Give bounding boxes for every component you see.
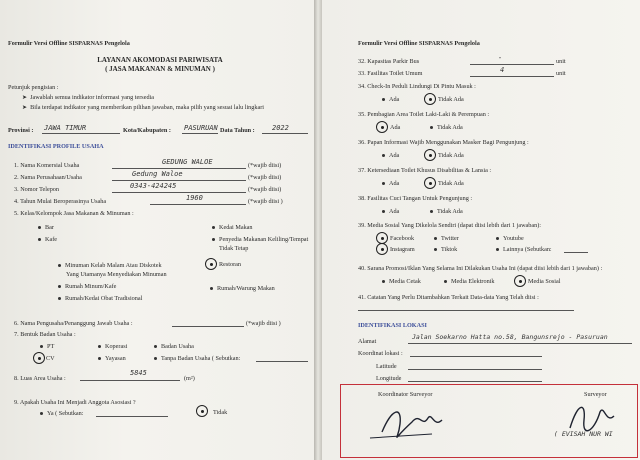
q3-label: 3. Nomor Telepon bbox=[14, 186, 59, 193]
q34-label: 34. Check-In Peduli Lindungi Di Pintu Masuk : bbox=[358, 83, 476, 90]
q4-required: (*wajib diisi ) bbox=[248, 198, 283, 205]
opt-media-cetak[interactable]: Media Cetak bbox=[382, 278, 421, 285]
q32-label: 32. Kapasitas Parkir Bus bbox=[358, 58, 420, 65]
opt-media-sosial[interactable]: Media Sosial bbox=[528, 278, 561, 285]
surveyor-name: ( EVISAH NUR WI bbox=[554, 430, 613, 438]
q33-unit: unit bbox=[556, 70, 566, 77]
opt-tanpa-badan[interactable]: Tanpa Badan Usaha ( Sebutkan: bbox=[154, 355, 240, 362]
opt-koperasi[interactable]: Koperasi bbox=[98, 343, 127, 350]
right-header: Formulir Versi Offline SISPARNAS Pengelola bbox=[358, 40, 480, 47]
form-title: LAYANAN AKOMODASI PARIWISATA bbox=[97, 56, 223, 64]
opt-pt[interactable]: PT bbox=[40, 343, 54, 350]
q39-label: 39. Media Sosial Yang Dikelola Sendiri (dapat diisi lebih dari 1 jawaban): bbox=[358, 222, 542, 229]
tahun-value: 2022 bbox=[272, 124, 289, 132]
section-profile-title: IDENTIFIKASI PROFILE USAHA bbox=[8, 143, 104, 150]
left-header: Formulir Versi Offline SISPARNAS Pengelola bbox=[8, 40, 130, 47]
alamat-value: Jalan Soekarno Hatta no.58, Bangunsrejo - Pasuruan bbox=[412, 333, 608, 341]
q8-unit: (m²) bbox=[184, 375, 195, 382]
q35-label: 35. Pembagian Area Toilet Laki-Laki & Perempuan : bbox=[358, 111, 490, 118]
opt-rumah-minum[interactable]: Rumah Minum/Kafe bbox=[58, 283, 116, 290]
petunjuk-label: Petunjuk pengisian : bbox=[8, 84, 59, 91]
coordinator-surveyor-label: Koordinator Surveyor bbox=[378, 391, 433, 398]
q35-selected-icon bbox=[376, 121, 388, 133]
opt-yayasan[interactable]: Yayasan bbox=[98, 355, 126, 362]
longitude-label: Longitude bbox=[376, 375, 402, 382]
q34-tidak-ada[interactable]: Tidak Ada bbox=[438, 96, 464, 103]
koordinat-label: Koordinat lokasi : bbox=[358, 350, 403, 357]
opt-penyedia-makanan[interactable]: Penyedia Makanan Keliling/Tempat bbox=[212, 236, 308, 243]
latitude-label: Latitude bbox=[376, 363, 397, 370]
q2-value: Gedung Waloe bbox=[132, 170, 183, 178]
opt-facebook[interactable]: Facebook bbox=[390, 235, 415, 242]
q5-label: 5. Kelas/Kelompok Jasa Makanan & Minuman : bbox=[14, 210, 134, 217]
provinsi-label: Provinsi : bbox=[8, 127, 34, 134]
q32-value: - bbox=[498, 54, 503, 62]
book-spine bbox=[314, 0, 322, 460]
q4-value: 1960 bbox=[186, 194, 203, 202]
opt-lainnya[interactable]: Lainnya (Sebutkan: bbox=[496, 246, 552, 253]
instruction-2: ➤ Bila terdapat indikator yang memberikan pilihan jawaban, maka pilih yang sesuai lalu lingkari bbox=[22, 104, 264, 111]
opt-tidak[interactable]: Tidak bbox=[213, 409, 228, 416]
q1-label: 1. Nama Komersial Usaha bbox=[14, 162, 80, 169]
q37-tidak-ada[interactable]: Tidak Ada bbox=[438, 180, 464, 187]
opt-rumah-kedai[interactable]: Rumah/Kedai Obat Tradisional bbox=[58, 295, 142, 302]
opt-cv[interactable]: CV bbox=[46, 355, 55, 362]
instruction-1: ➤ Jawablah semua indikator informasi yang tersedia bbox=[22, 94, 155, 101]
q39-instagram-selected-icon bbox=[376, 243, 388, 255]
q38-tidak-ada[interactable]: Tidak Ada bbox=[430, 208, 463, 215]
q6-label: 6. Nama Pengusaha/Penanggung Jawab Usaha : bbox=[14, 320, 133, 327]
provinsi-value: JAWA TIMUR bbox=[44, 124, 87, 132]
q37-ada[interactable]: Ada bbox=[382, 180, 399, 187]
q2-label: 2. Nama Perusahaan/Usaha bbox=[14, 174, 82, 181]
q36-label: 36. Papan Informasi Wajib Menggunakan Masker Bagi Pengunjung : bbox=[358, 139, 529, 146]
alamat-label: Alamat bbox=[358, 338, 377, 345]
selected-tidak-icon bbox=[196, 405, 208, 417]
kota-label: Kota/Kabupaten : bbox=[123, 127, 171, 134]
q4-label: 4. Tahun Mulai Beroperasinya Usaha bbox=[14, 198, 107, 205]
q7-label: 7. Bentuk Badan Usaha : bbox=[14, 331, 76, 338]
q2-required: (*wajib diisi) bbox=[248, 174, 282, 181]
q34-selected-icon bbox=[424, 93, 436, 105]
q3-required: (*wajib diisi) bbox=[248, 186, 282, 193]
q37-label: 37. Ketersediaan Toilet Khusus Disabilitas & Lansia : bbox=[358, 167, 492, 174]
opt-media-elektronik[interactable]: Media Elektronik bbox=[444, 278, 494, 285]
opt-kafe[interactable]: Kafe bbox=[38, 236, 57, 243]
opt-minuman-kelab[interactable]: Minuman Kelab Malam Atau Diskotek bbox=[58, 262, 162, 269]
opt-tiktok[interactable]: Tiktok bbox=[434, 246, 457, 253]
q8-label: 8. Luas Area Usaha : bbox=[14, 375, 66, 382]
q38-ada[interactable]: Ada bbox=[382, 208, 399, 215]
q36-selected-icon bbox=[424, 149, 436, 161]
selected-cv-icon bbox=[33, 352, 45, 364]
coordinator-signature-icon bbox=[362, 398, 452, 444]
selected-restoran-icon bbox=[205, 258, 217, 270]
q35-tidak-ada[interactable]: Tidak Ada bbox=[430, 124, 463, 131]
tahun-label: Data Tahun : bbox=[220, 127, 255, 134]
q1-value: GEDUNG WALOE bbox=[162, 158, 213, 166]
q33-value: 4 bbox=[500, 66, 505, 74]
opt-kedai-makan[interactable]: Kedai Makan bbox=[212, 224, 253, 231]
q41-label: 41. Catatan Yang Perlu Ditambahkan Terkait Data-data Yang Telah diisi : bbox=[358, 294, 539, 301]
q6-required: (*wajib diisi ) bbox=[246, 320, 281, 327]
q3-value: 0343-424245 bbox=[130, 182, 177, 190]
opt-minuman-kelab-2: Yang Utamanya Menyediakan Minuman bbox=[66, 271, 167, 278]
q32-unit: unit bbox=[556, 58, 566, 65]
right-page bbox=[322, 0, 640, 460]
q33-label: 33. Fasilitas Toilet Umum bbox=[358, 70, 423, 77]
left-page bbox=[0, 0, 314, 460]
q9-label: 9. Apakah Usaha Ini Menjadi Anggota Asosiasi ? bbox=[14, 399, 136, 406]
opt-badan-usaha[interactable]: Badan Usaha bbox=[154, 343, 194, 350]
q36-ada[interactable]: Ada bbox=[382, 152, 399, 159]
opt-youtube[interactable]: Youtube bbox=[496, 235, 524, 242]
opt-penyedia-makanan-2: Tidak Tetap bbox=[219, 245, 249, 252]
kota-value: PASURUAN bbox=[184, 124, 218, 132]
q34-ada[interactable]: Ada bbox=[382, 96, 399, 103]
opt-ya[interactable]: Ya ( Sebutkan: bbox=[40, 410, 84, 417]
form-subtitle: ( JASA MAKANAN & MINUMAN ) bbox=[105, 65, 215, 73]
q1-required: (*wajib diisi) bbox=[248, 162, 282, 169]
q35-ada[interactable]: Ada bbox=[390, 124, 401, 131]
section-lokasi-title: IDENTIFIKASI LOKASI bbox=[358, 322, 427, 329]
opt-bar[interactable]: Bar bbox=[38, 224, 54, 231]
q36-tidak-ada[interactable]: Tidak Ada bbox=[438, 152, 464, 159]
q40-selected-icon bbox=[514, 275, 526, 287]
q8-value: 5845 bbox=[130, 369, 147, 377]
q37-selected-icon bbox=[424, 177, 436, 189]
opt-twitter[interactable]: Twitter bbox=[434, 235, 459, 242]
opt-restoran[interactable]: Restoran bbox=[219, 261, 241, 268]
opt-rumah-makan[interactable]: Rumah/Warung Makan bbox=[210, 285, 275, 292]
q40-label: 40. Sarana Promosi/Iklan Yang Selama Ini Dilakukan Usaha Ini (dapat diisi lebih dari 1 jawaban) : bbox=[358, 265, 603, 272]
opt-instagram[interactable]: Instagram bbox=[390, 246, 415, 253]
q38-label: 38. Fasilitas Cuci Tangan Untuk Pengunjung : bbox=[358, 195, 473, 202]
surveyor-label: Surveyor bbox=[584, 391, 607, 398]
